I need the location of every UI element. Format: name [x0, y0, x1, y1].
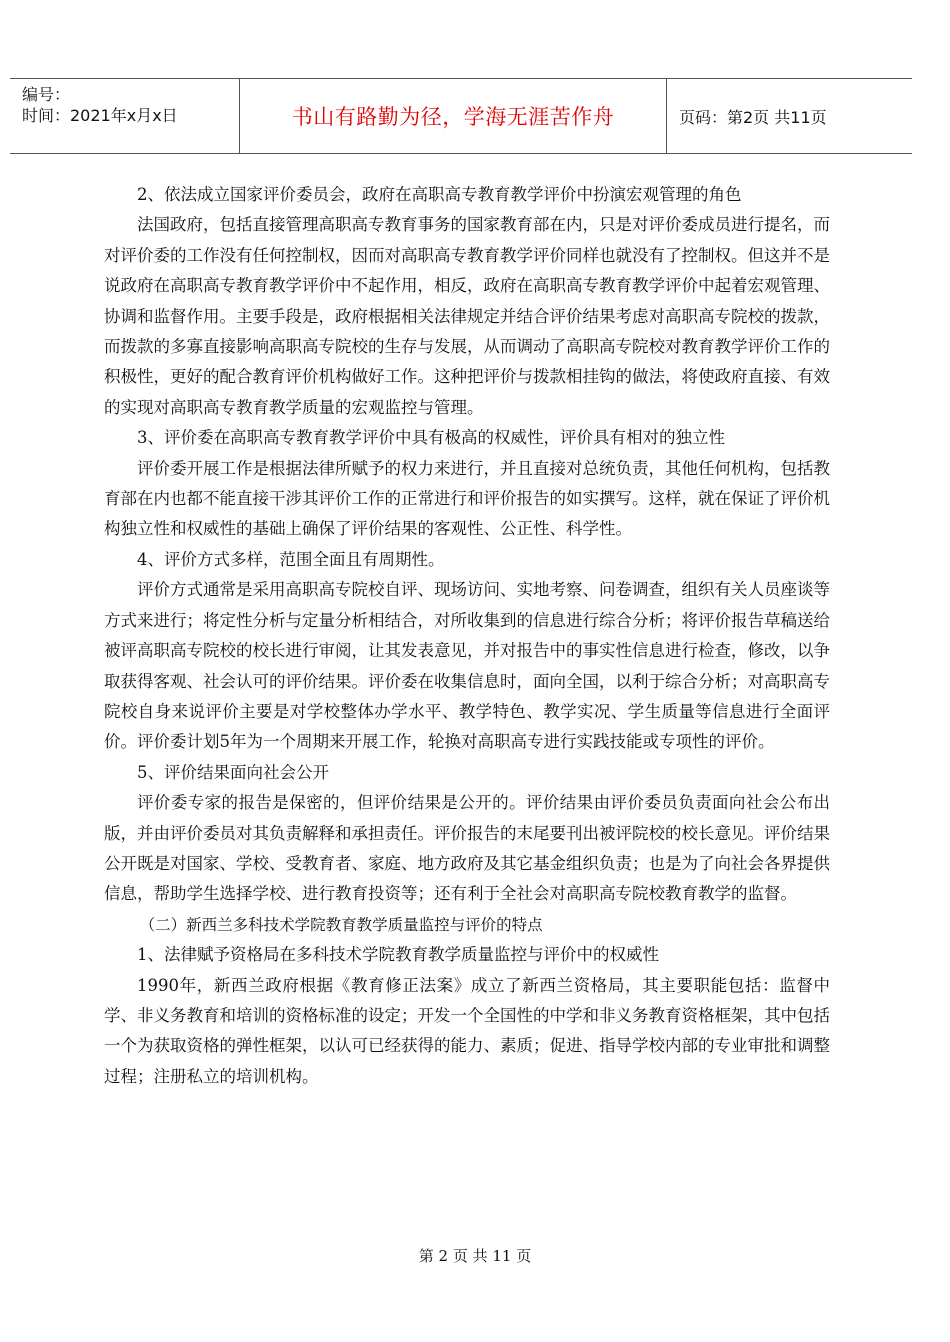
header-motto: 书山有路勤为径，学海无涯苦作舟 [291, 105, 615, 129]
document-date-label: 时间：2021年x月x日 [22, 106, 178, 125]
header-motto-cell [240, 79, 667, 153]
paragraph-evaluation-methods: 评价方式通常是采用高职高专院校自评、现场访问、实地考察、问卷调查，组织有关人员座谈等方式来进行；将定性分析与定量分析相结合，对所收集到的信息进行综合分析；将评价报告草稿送给被评高职高专院校的校长进行审阅，让其发表意见，并对报告中的事实性信息进行检查，修改，以争取获得客观、社会认可的评价结果。评价委在收集信息时，面向全国，以利于综合分析；对高职高专院校自身来说评价主要是对学校整体办学水平、教学特色、教学实况、学生质量等信息进行全面评价。评价委计划5年为一个周期来开展工作，轮换对高职高专进行实践技能或专项性的评价。 [104, 580, 830, 752]
subsection-heading-new-zealand: （二）新西兰多科技术学院教育教学质量监控与评价的特点 [139, 915, 543, 934]
section-heading-5: 5、评价结果面向社会公开 [137, 762, 329, 782]
section-heading-4: 4、评价方式多样，范围全面且有周期性。 [137, 549, 445, 569]
body-text [104, 180, 830, 1092]
paragraph-results-public: 评价委专家的报告是保密的，但评价结果是公开的。评价结果由评价委员负责面向社会公布出版，并由评价委员对其负责解释和承担责任。评价报告的末尾要刊出被评院校的校长意见。评价结果公开既是对国家、学校、受教育者、家庭、地方政府及其它基金组织负责；也是为了向社会各界提供信息，帮助学生选择学校、进行教育投资等；还有利于全社会对高职高专院校教育教学的监督。 [104, 793, 830, 904]
paragraph-committee-authority: 评价委开展工作是根据法律所赋予的权力来进行，并且直接对总统负责，其他任何机构，包括教育部在内也都不能直接干涉其评价工作的正常进行和评价报告的如实撰写。这样，就在保证了评价机构独立性和权威性的基础上确保了评价结果的客观性、公正性、科学性。 [104, 458, 830, 539]
page-header [10, 78, 912, 154]
header-page-cell [667, 79, 912, 153]
paragraph-nzqa: 1990年，新西兰政府根据《教育修正法案》成立了新西兰资格局，其主要职能包括：监督中学、非义务教育和培训的资格标准的设定；开发一个全国性的中学和非义务教育资格框架，其中包括一个为获取资格的弹性框架，以认可已经获得的能力、素质；促进、指导学校内部的专业审批和调整过程；注册私立的培训机构。 [104, 975, 830, 1086]
page-footer: 第 2 页 共 11 页 [418, 1247, 532, 1265]
section-heading-2: 2、依法成立国家评价委员会，政府在高职高专教育教学评价中扮演宏观管理的角色 [137, 185, 742, 204]
section-heading-3: 3、评价委在高职高专教育教学评价中具有极高的权威性，评价具有相对的独立性 [137, 428, 725, 448]
paragraph-france-government: 法国政府，包括直接管理高职高专教育事务的国家教育部在内，只是对评价委成员进行提名，而对评价委的工作没有任何控制权，因而对高职高专教育教学评价同样也就没有了控制权。但这并不是说政府在高职高专教育教学评价中不起作用，相反，政府在高职高专教育教学评价中起着宏观管理、协调和监督作用。主要手段是，政府根据相关法律规定并结合评价结果考虑对高职高专院校的拨款，而拨款的多寡直接影响高职高专院校的生存与发展，从而调动了高职高专院校对教育教学评价工作的积极性，更好的配合教育评价机构做好工作。这种把评价与拨款相挂钩的做法，将使政府直接、有效的实现对高职高专教育教学质量的宏观监控与管理。 [104, 215, 830, 417]
header-left-cell [10, 79, 240, 153]
document-number-label: 编号： [22, 85, 71, 104]
section-heading-nz-1: 1、法律赋予资格局在多科技术学院教育教学质量监控与评价中的权威性 [137, 945, 659, 965]
header-page-info: 页码：第2页 共11页 [679, 107, 827, 127]
